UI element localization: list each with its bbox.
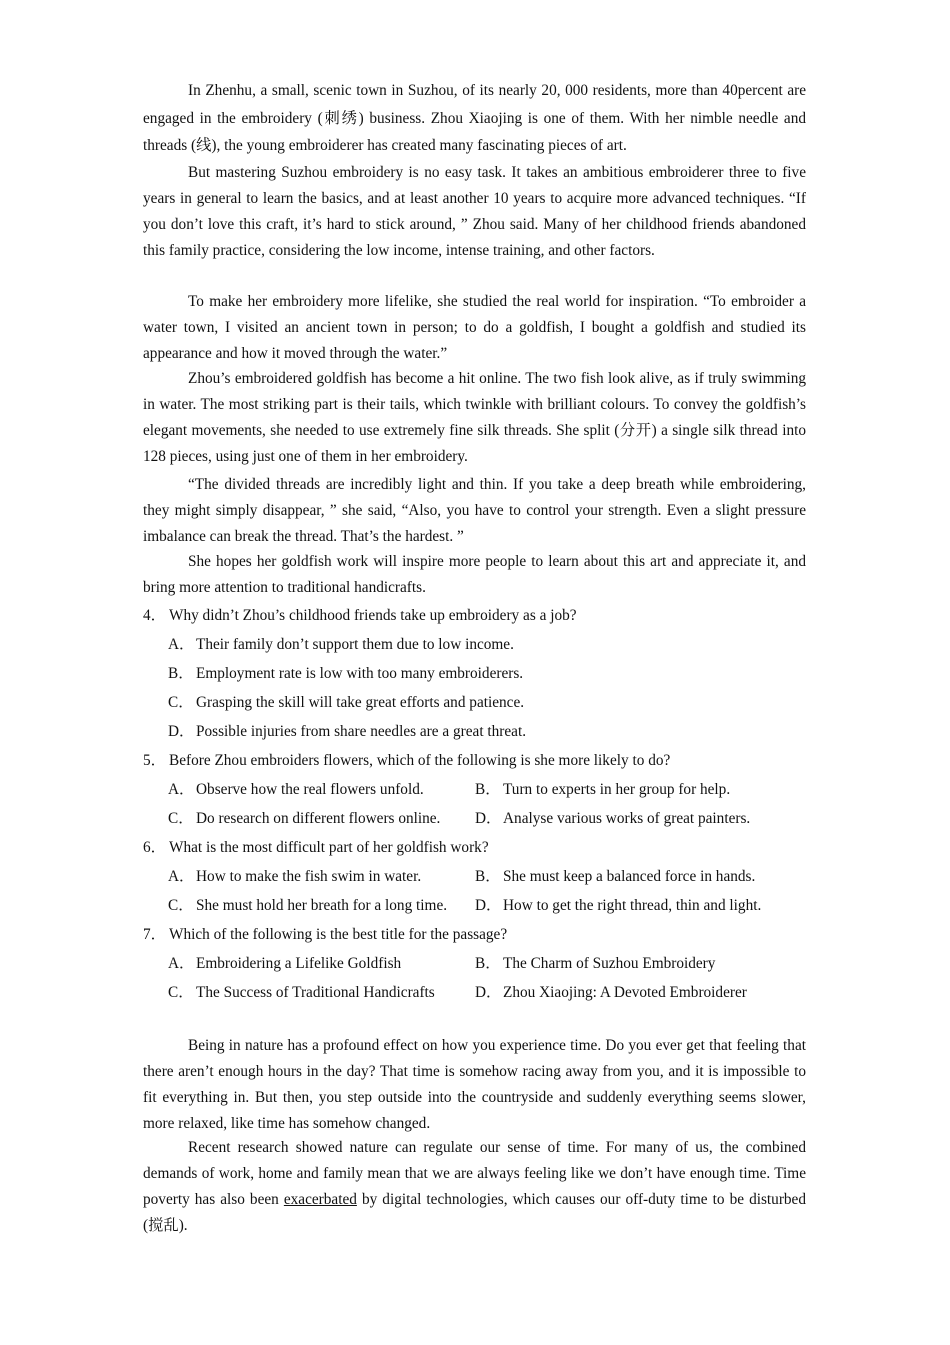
passage1-paragraph-1: In Zhenhu, a small, scenic town in Suzhou, of its nearly 20, 000 residents, more than 40percent are engaged in the embroidery (刺绣) business. Zhou Xiaojing is one of them. With her nimble needle and threads (线), the young embroiderer has created many fascinating pieces of art. <box>143 82 806 154</box>
option-c: C． She must hold her breath for a long time. <box>168 897 448 914</box>
question-6 <box>143 833 823 920</box>
question-5 <box>143 746 823 833</box>
option-c: C． Grasping the skill will take great efforts and patience. <box>168 694 525 711</box>
option-d: D． Possible injuries from share needles are a great threat. <box>168 723 527 740</box>
option-d: D． Zhou Xiaojing: A Devoted Embroiderer <box>475 984 747 1001</box>
option-c: C． The Success of Traditional Handicrafts <box>168 984 435 1001</box>
option-a: A． Observe how the real flowers unfold. <box>168 781 424 798</box>
question-stem: What is the most difficult part of her goldfish work? <box>169 839 489 856</box>
question-4 <box>143 601 823 746</box>
question-stem: Why didn’t Zhou’s childhood friends take up embroidery as a job? <box>169 607 577 624</box>
option-a: A． Their family don’t support them due to low income. <box>168 636 514 653</box>
passage1-paragraph-5: “The divided threads are incredibly light and thin. If you take a deep breath while embroidering, they might simply disappear, ” she said, “Also, you have to control your strength. Even a slight pressure imbalance can break the thread. That’s the hardest. ” <box>143 476 806 545</box>
passage1-paragraph-4: Zhou’s embroidered goldfish has become a hit online. The two fish look alive, as if truly swimming in water. The most striking part is their tails, which twinkle with brilliant colours. To convey the goldfish’s elegant movements, she needed to use extremely fine silk threads. She split (分开) a single silk thread into 128 pieces, using just one of them in her embroidery. <box>143 370 806 465</box>
option-c: C． Do research on different flowers online. <box>168 810 441 827</box>
question-stem: Before Zhou embroiders flowers, which of the following is she more likely to do? <box>169 752 671 769</box>
option-a: A． How to make the fish swim in water. <box>168 868 422 885</box>
option-b: B． She must keep a balanced force in hands. <box>475 868 756 885</box>
question-number: 6． <box>143 839 166 856</box>
option-b: B． Turn to experts in her group for help. <box>475 781 731 798</box>
option-b: B． The Charm of Suzhou Embroidery <box>475 955 716 972</box>
question-number: 5． <box>143 752 166 769</box>
passage1-paragraph-6: She hopes her goldfish work will inspire more people to learn about this art and appreciate it, and bring more attention to traditional handicrafts. <box>143 553 806 596</box>
question-number: 7． <box>143 926 166 943</box>
underlined-word: exacerbated <box>283 1191 357 1208</box>
question-number: 4． <box>143 607 166 624</box>
passage2-paragraph-1: Being in nature has a profound effect on how you experience time. Do you ever get that feeling that there aren’t enough hours in the day? That time is somehow racing away from you, and it is impossible to fit everything in. But then, you step outside into the countryside and suddenly everything seems slower, more relaxed, like time has somehow changed. <box>143 1037 806 1132</box>
passage2-paragraph-2: Recent research showed nature can regulate our sense of time. For many of us, the combined demands of work, home and family mean that we are always feeling like we don’t have enough time. Time poverty has also been exacerbated by digital technologies, which causes our off-duty time to be disturbed (搅乱). <box>143 1139 806 1234</box>
option-b: B． Employment rate is low with too many embroiderers. <box>168 665 524 682</box>
option-a: A． Embroidering a Lifelike Goldfish <box>168 955 402 972</box>
question-stem: Which of the following is the best title for the passage? <box>169 926 508 943</box>
passage1-paragraph-2: But mastering Suzhou embroidery is no easy task. It takes an ambitious embroiderer three to five years in general to learn the basics, and at least another 10 years to acquire more advanced techniques. “If you don’t love this craft, it’s hard to stick around, ” Zhou said. Many of her childhood friends abandoned this family practice, considering the low income, intense training, and other factors. <box>143 164 806 259</box>
option-d: D． How to get the right thread, thin and light. <box>475 897 762 914</box>
question-7 <box>143 920 823 1007</box>
passage1-paragraph-3: To make her embroidery more lifelike, she studied the real world for inspiration. “To embroider a water town, I visited an ancient town in person; to do a goldfish, I bought a goldfish and studied its appearance and how it moved through the water.” <box>143 293 806 362</box>
option-d: D． Analyse various works of great painters. <box>475 810 751 827</box>
